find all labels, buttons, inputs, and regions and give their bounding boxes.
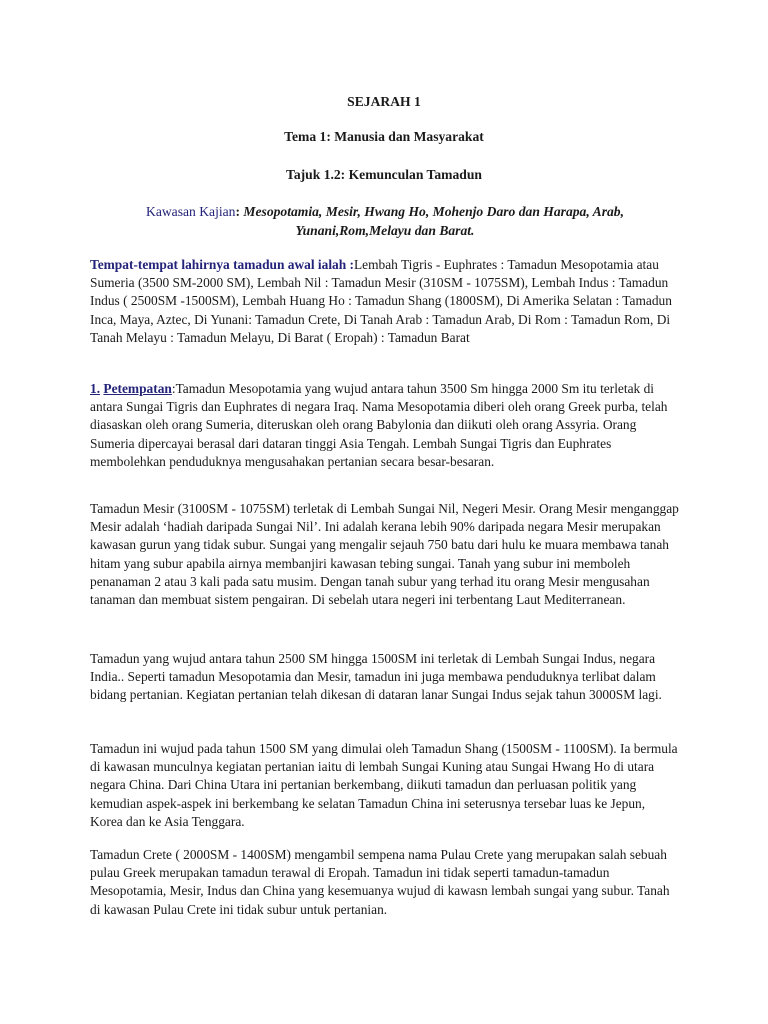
study-area-paragraph (90, 203, 680, 240)
section-number-link[interactable]: 1. (90, 381, 101, 396)
study-area-colon: : (235, 204, 241, 219)
birthplaces-label: Tempat-tempat lahirnya tamadun awal ialah : (90, 257, 354, 272)
indus-paragraph: Tamadun yang wujud antara tahun 2500 SM hingga 1500SM ini terletak di Lembah Sungai Indus, negara India.. Seperti tamadun Mesopotamia dan Mesir, tamadun ini juga membawa penduduknya terlibat dalam bidang pertanian. Kegiatan pertanian telah dikesan di dataran lanar Sungai Indus sejak tahun 3000SM lagi. (90, 651, 662, 703)
egypt-paragraph: Tamadun Mesir (3100SM - 1075SM) terletak di Lembah Sungai Nil, Negeri Mesir. Orang Mesir menganggap Mesir adalah ‘hadiah daripada Sungai Nil’. Ini adalah kerana lebih 90% daripada negara Mesir merupakan kawasan gurun yang tidak subur. Sungai yang mengalir sejauh 750 batu dari hulu ke muara membawa tanah hitam yang subur apabila airnya membanjiri kawasan tebing sungai. Tanah yang subur ini memboleh penanaman 2 atau 3 kali pada satu musim. Dengan tanah subur yang terhad itu orang Mesir mengusahan tanaman dan membuat sistem pengairan. Di sebelah utara negeri ini terbentang Laut Mediterranean. (90, 501, 679, 608)
crete-paragraph: Tamadun Crete ( 2000SM - 1400SM) mengambil sempena nama Pulau Crete yang merupakan salah sebuah pulau Greek merupakan tamadun terawal di Eropah. Tamadun ini tidak seperti tamadun-tamadun Mesopotamia, Mesir, Indus dan China yang kesemuanya wujud di kawasn lembah sungai yang subur. Tanah di kawasan Pulau Crete ini tidak subur untuk pertanian. (90, 847, 670, 917)
topic-heading: Tajuk 1.2: Kemunculan Tamadun (286, 167, 482, 182)
settlement-link[interactable]: Petempatan (103, 381, 172, 396)
study-area-label: Kawasan Kajian (146, 204, 236, 219)
settlement-paragraph (90, 380, 680, 471)
shang-paragraph: Tamadun ini wujud pada tahun 1500 SM yang dimulai oleh Tamadun Shang (1500SM - 1100SM). Ia bermula di kawasan munculnya kegiatan pertanian iaitu di lembah Sungai Kuning atau Sungai Hwang Ho di utara negara China. Dari China Utara ini pertanian berkembang, diikuti tamadun dan perluasan politik yang kemudian aspek-aspek ini berkembang ke selatan Tamadun China ini seterusnya tersebar luas ke Jepun, Korea dan ke Asia Tenggara. (90, 741, 678, 829)
theme-heading: Tema 1: Manusia dan Masyarakat (284, 129, 484, 144)
document-title: SEJARAH 1 (347, 94, 421, 109)
birthplaces-text: Lembah Tigris - Euphrates : Tamadun Mesopotamia atau Sumeria (3500 SM-2000 SM), Lembah Nil : Tamadun Mesir (310SM - 1075SM), Lembah Indus : Tamadun Indus ( 2500SM -1500SM), Lembah Huang Ho : Tamadun Shang (1800SM), Di Amerika Selatan : Tamadun Inca, Maya, Aztec, Di Yunani: Tamadun Crete, Di Tanah Arab : Tamadun Arab, Di Rom : Tamadun Rom, Di Tanah Melayu : Tamadun Melayu, Di Barat ( Eropah) : Tamadun Barat (90, 257, 672, 345)
study-area-text: Mesopotamia, Mesir, Hwang Ho, Mohenjo Daro dan Harapa, Arab, Yunani,Rom,Melayu dan Barat. (240, 204, 624, 238)
birthplaces-paragraph (90, 256, 680, 347)
settlement-text: :Tamadun Mesopotamia yang wujud antara tahun 3500 Sm hingga 2000 Sm itu terletak di antara Sungai Tigris dan Euphrates di negara Iraq. Nama Mesopotamia diberi oleh orang Greek purba, telah diasaskan oleh orang Sumeria, diteruskan oleh orang Babylonia dan diikuti oleh orang Assyria. Orang Sumeria dipercayai berasal dari dataran tinggi Asia Tengah. Lembah Sungai Tigris dan Euphrates membolehkan penduduknya mengusahakan pertanian secara besar-besaran. (90, 381, 668, 469)
